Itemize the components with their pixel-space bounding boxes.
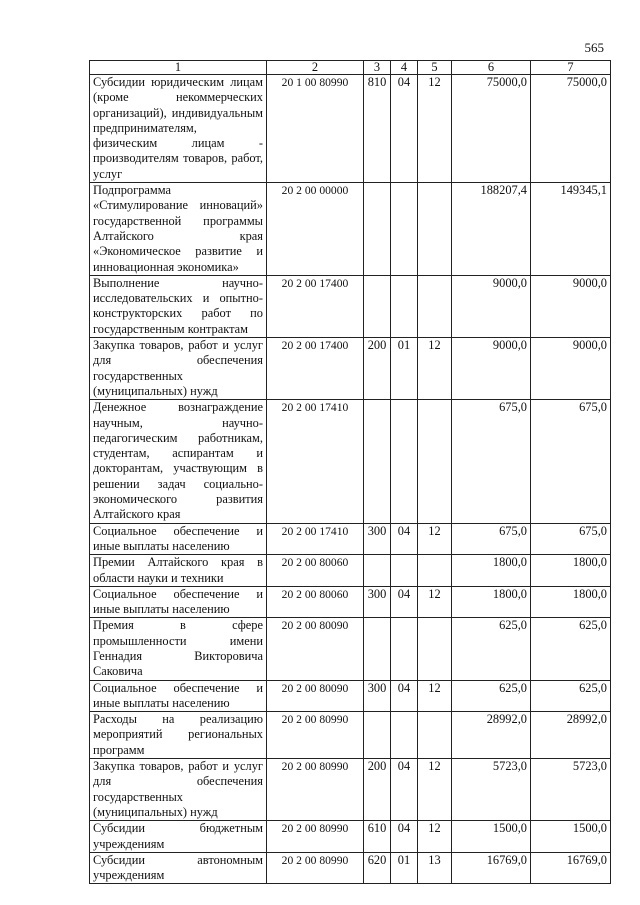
item-name-cell: Социальное обеспечение и иные выплаты населению <box>90 680 267 712</box>
target-code-cell: 20 2 00 17410 <box>267 400 364 523</box>
amount-year1-cell: 16769,0 <box>452 852 531 884</box>
subsection-cell <box>418 618 452 680</box>
table-row <box>90 75 611 183</box>
amount-year1-cell: 1800,0 <box>452 586 531 618</box>
subsection-cell: 12 <box>418 680 452 712</box>
amount-year1-cell: 625,0 <box>452 618 531 680</box>
amount-year1-cell: 9000,0 <box>452 275 531 337</box>
amount-year1-cell: 28992,0 <box>452 712 531 759</box>
section-cell <box>391 555 418 587</box>
section-cell: 04 <box>391 759 418 821</box>
subsection-cell: 12 <box>418 759 452 821</box>
item-name-cell: Субсидии юридическим лицам (кроме некоммерческих организаций), индивидуальным предпринимателям, физическим лицам - производителям товаров, работ, услуг <box>90 75 267 183</box>
section-cell <box>391 712 418 759</box>
amount-year2-cell: 1500,0 <box>531 821 611 853</box>
table-row <box>90 523 611 555</box>
column-header: 1 <box>90 61 267 75</box>
subsection-cell: 13 <box>418 852 452 884</box>
target-code-cell: 20 2 00 80990 <box>267 712 364 759</box>
expense-type-cell <box>364 712 391 759</box>
expense-type-cell: 200 <box>364 759 391 821</box>
target-code-cell: 20 2 00 80990 <box>267 852 364 884</box>
expense-type-cell: 610 <box>364 821 391 853</box>
amount-year2-cell: 149345,1 <box>531 183 611 276</box>
amount-year1-cell: 675,0 <box>452 400 531 523</box>
column-header: 6 <box>452 61 531 75</box>
target-code-cell: 20 2 00 17400 <box>267 275 364 337</box>
subsection-cell <box>418 712 452 759</box>
expense-type-cell <box>364 275 391 337</box>
section-cell: 04 <box>391 586 418 618</box>
item-name-cell: Социальное обеспечение и иные выплаты населению <box>90 523 267 555</box>
amount-year2-cell: 16769,0 <box>531 852 611 884</box>
table-row <box>90 275 611 337</box>
expense-type-cell <box>364 618 391 680</box>
item-name-cell: Субсидии автономным учреждениям <box>90 852 267 884</box>
amount-year1-cell: 75000,0 <box>452 75 531 183</box>
table-row <box>90 338 611 400</box>
column-header: 2 <box>267 61 364 75</box>
target-code-cell: 20 2 00 80090 <box>267 618 364 680</box>
target-code-cell: 20 2 00 80990 <box>267 759 364 821</box>
table-row <box>90 680 611 712</box>
item-name-cell: Закупка товаров, работ и услуг для обеспечения государственных (муниципальных) нужд <box>90 759 267 821</box>
section-cell <box>391 618 418 680</box>
amount-year2-cell: 9000,0 <box>531 275 611 337</box>
amount-year2-cell: 625,0 <box>531 618 611 680</box>
expense-type-cell: 300 <box>364 586 391 618</box>
item-name-cell: Выполнение научно-исследовательских и опытно-конструкторских работ по государственным контрактам <box>90 275 267 337</box>
item-name-cell: Субсидии бюджетным учреждениям <box>90 821 267 853</box>
table-row <box>90 586 611 618</box>
expense-type-cell <box>364 400 391 523</box>
table-row <box>90 618 611 680</box>
amount-year2-cell: 1800,0 <box>531 555 611 587</box>
table-row <box>90 821 611 853</box>
section-cell: 01 <box>391 338 418 400</box>
subsection-cell <box>418 275 452 337</box>
item-name-cell: Денежное вознаграждение научным, научно-педагогическим работникам, студентам, аспирантам и докторантам, участвующим в решении задач социально-экономического развития Алтайского края <box>90 400 267 523</box>
item-name-cell: Закупка товаров, работ и услуг для обеспечения государственных (муниципальных) нужд <box>90 338 267 400</box>
amount-year2-cell: 28992,0 <box>531 712 611 759</box>
section-cell <box>391 400 418 523</box>
expense-type-cell <box>364 183 391 276</box>
table-row <box>90 759 611 821</box>
item-name-cell: Премия в сфере промышленности имени Геннадия Викторовича Саковича <box>90 618 267 680</box>
amount-year2-cell: 625,0 <box>531 680 611 712</box>
expense-type-cell: 300 <box>364 680 391 712</box>
section-cell <box>391 275 418 337</box>
table-row <box>90 555 611 587</box>
item-name-cell: Премии Алтайского края в области науки и техники <box>90 555 267 587</box>
section-cell: 04 <box>391 680 418 712</box>
amount-year1-cell: 625,0 <box>452 680 531 712</box>
amount-year2-cell: 1800,0 <box>531 586 611 618</box>
amount-year1-cell: 5723,0 <box>452 759 531 821</box>
section-cell: 01 <box>391 852 418 884</box>
amount-year1-cell: 1800,0 <box>452 555 531 587</box>
expense-type-cell: 300 <box>364 523 391 555</box>
table-body <box>90 75 611 884</box>
expense-type-cell: 810 <box>364 75 391 183</box>
subsection-cell <box>418 183 452 276</box>
section-cell: 04 <box>391 75 418 183</box>
amount-year1-cell: 675,0 <box>452 523 531 555</box>
column-header: 5 <box>418 61 452 75</box>
section-cell: 04 <box>391 821 418 853</box>
table-row <box>90 400 611 523</box>
subsection-cell <box>418 400 452 523</box>
table-row <box>90 183 611 276</box>
item-name-cell: Подпрограмма «Стимулирование инноваций» государственной программы Алтайского края «Экономическое развитие и инновационная экономика» <box>90 183 267 276</box>
subsection-cell: 12 <box>418 338 452 400</box>
subsection-cell: 12 <box>418 821 452 853</box>
item-name-cell: Расходы на реализацию мероприятий региональных программ <box>90 712 267 759</box>
amount-year1-cell: 9000,0 <box>452 338 531 400</box>
target-code-cell: 20 2 00 80990 <box>267 821 364 853</box>
header-row <box>90 61 611 75</box>
section-cell <box>391 183 418 276</box>
expense-type-cell <box>364 555 391 587</box>
target-code-cell: 20 2 00 80090 <box>267 680 364 712</box>
target-code-cell: 20 2 00 80060 <box>267 586 364 618</box>
table-row <box>90 712 611 759</box>
target-code-cell: 20 2 00 80060 <box>267 555 364 587</box>
expense-type-cell: 200 <box>364 338 391 400</box>
amount-year2-cell: 9000,0 <box>531 338 611 400</box>
amount-year1-cell: 1500,0 <box>452 821 531 853</box>
subsection-cell: 12 <box>418 523 452 555</box>
column-header: 7 <box>531 61 611 75</box>
amount-year2-cell: 5723,0 <box>531 759 611 821</box>
page-number: 565 <box>584 40 604 55</box>
subsection-cell: 12 <box>418 586 452 618</box>
target-code-cell: 20 2 00 17410 <box>267 523 364 555</box>
table-row <box>90 852 611 884</box>
budget-table <box>89 60 611 884</box>
amount-year2-cell: 675,0 <box>531 400 611 523</box>
section-cell: 04 <box>391 523 418 555</box>
target-code-cell: 20 2 00 17400 <box>267 338 364 400</box>
column-header: 3 <box>364 61 391 75</box>
expense-type-cell: 620 <box>364 852 391 884</box>
subsection-cell: 12 <box>418 75 452 183</box>
amount-year2-cell: 75000,0 <box>531 75 611 183</box>
target-code-cell: 20 2 00 00000 <box>267 183 364 276</box>
column-header: 4 <box>391 61 418 75</box>
amount-year1-cell: 188207,4 <box>452 183 531 276</box>
item-name-cell: Социальное обеспечение и иные выплаты населению <box>90 586 267 618</box>
target-code-cell: 20 1 00 80990 <box>267 75 364 183</box>
subsection-cell <box>418 555 452 587</box>
amount-year2-cell: 675,0 <box>531 523 611 555</box>
